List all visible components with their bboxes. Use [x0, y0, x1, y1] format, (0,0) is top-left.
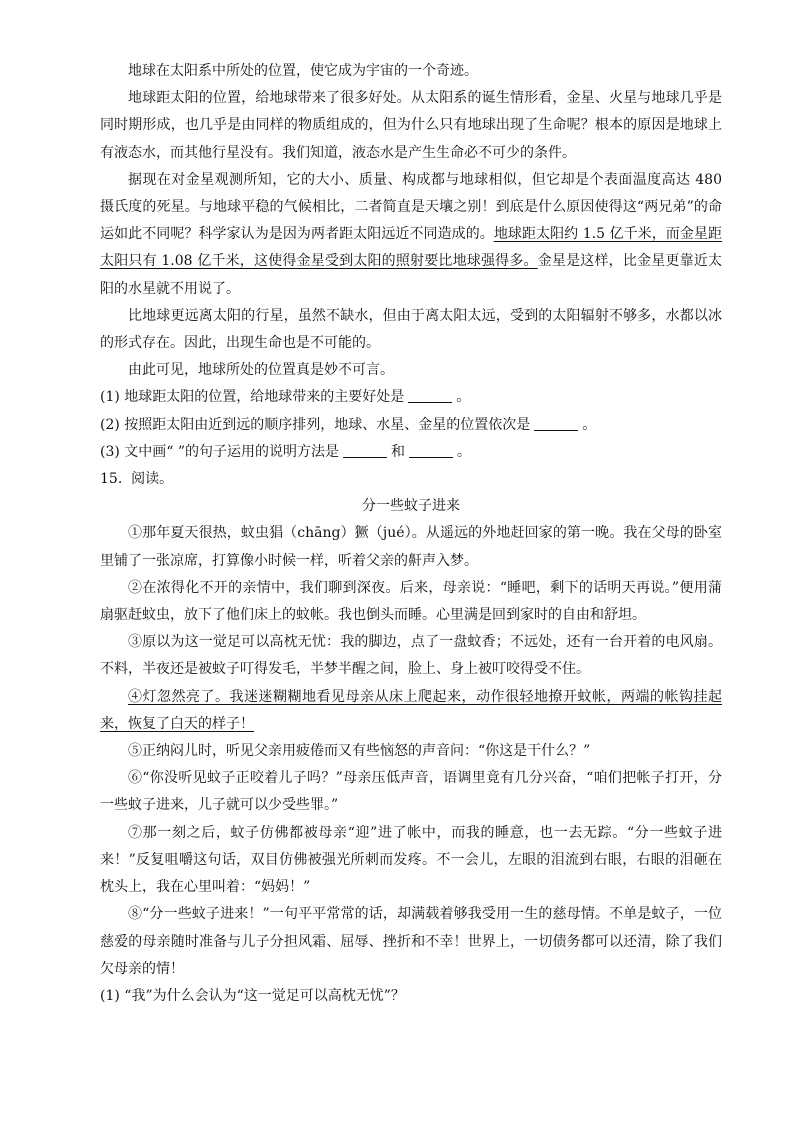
answer-blank[interactable] — [408, 388, 452, 403]
question-1-period: 。 — [456, 389, 471, 406]
passage-paragraph-3 — [100, 167, 722, 303]
article-title: 分一些蚊子进来 — [362, 498, 460, 515]
article-paragraph-7: ⑦那一刻之后，蚊子仿佛都被母亲“迎”进了帐中，而我的睡意，也一去无踪。“分一些蚊子进来！”反复咀嚼这句话，双目仿佛被强光所刺而发疼。不一会儿，左眼的泪流到右眼，右眼的泪砸在枕头上，我在心里叫着：“妈妈！” — [100, 824, 722, 896]
answer-blank[interactable] — [343, 443, 387, 458]
article-paragraph-3: ③原以为这一觉足可以高枕无忧：我的脚边，点了一盘蚊香；不远处，还有一台开着的电风扇。不料，半夜还是被蚊子叮得发毛，半梦半醒之间，脸上、身上被叮咬得受不住。 — [100, 634, 722, 678]
question-number: 15. — [100, 471, 123, 488]
article-paragraph-1: ①那年夏天很热，蚊虫猖（chāng）獗（jué）。从遥远的外地赶回家的第一晚。我在父母的卧室里铺了一张凉席，打算像小时候一样，听着父亲的鼾声入梦。 — [100, 525, 722, 569]
question-3-text: (3) 文中画“ ”的句子运用的说明方法是 — [100, 443, 340, 460]
question-instruction: 阅读。 — [131, 471, 174, 488]
question-1 — [100, 384, 722, 411]
question-3 — [100, 439, 722, 466]
question-3-and: 和 — [391, 443, 406, 460]
question-1-text: (1) 地球距太阳的位置，给地球带来的主要好处是 — [100, 389, 405, 406]
document-page — [100, 58, 722, 1010]
passage-paragraph-2: 地球距太阳的位置，给地球带来了很多好处。从太阳系的诞生情形看，金星、火星与地球几乎是同时期形成，也几乎是由同样的物质组成的，但为什么只有地球出现了生命呢？根本的原因是地球上有液态水，而其他行星没有。我们知道，液态水是产生生命必不可少的条件。 — [100, 90, 722, 161]
question-2-period: 。 — [582, 416, 597, 433]
question-15-1: (1) “我”为什么会认为“这一觉足可以高枕无忧”？ — [100, 987, 405, 1004]
passage-paragraph-3-text-b: 金星是这样，比金星更靠近太阳的水星就不用说了。 — [100, 253, 722, 297]
passage-paragraph-4: 比地球更远离太阳的行星，虽然不缺水，但由于离太阳太远，受到的太阳辐射不够多，水都以冰的形式存在。因此，出现生命也是不可能的。 — [100, 307, 722, 352]
article-paragraph-2: ②在浓得化不开的亲情中，我们聊到深夜。后来，母亲说：“睡吧，剩下的话明天再说。”便用蒲扇驱赶蚊虫，放下了他们床上的蚊帐。我也倒头而睡。心里满是回到家时的自由和舒坦。 — [100, 579, 722, 624]
question-3-period: 。 — [457, 443, 472, 460]
passage-paragraph-5: 由此可见，地球所处的位置真是妙不可言。 — [128, 362, 394, 379]
article-paragraph-6: ⑥“你没听见蚊子正咬着儿子吗？”母亲压低声音，语调里竟有几分兴奋，“咱们把帐子打开，分一些蚊子进来，儿子就可以少受些罪。” — [100, 770, 722, 814]
answer-blank[interactable] — [534, 416, 578, 431]
underlined-sentence: 地球距太阳约 1.5 亿千米，而金星距太阳只有 1.08 亿千米，这使得金星受到太阳的照射要比地球强得多。 — [100, 226, 722, 270]
passage-paragraph-1: 地球在太阳系中所处的位置，使它成为宇宙的一个奇迹。 — [128, 63, 478, 79]
article-paragraph-4-underlined: ④灯忽然亮了。我迷迷糊糊地看见母亲从床上爬起来，动作很轻地撩开蚊帐，两端的帐钩挂起来，恢复了白天的样子！ — [100, 688, 722, 732]
article-paragraph-8: ⑧“分一些蚊子进来！”一句平平常常的话，却满载着够我受用一生的慈母情。不单是蚊子，一位慈爱的母亲随时准备与儿子分担风霜、屈辱、挫折和不幸！世界上，一切债务都可以还清，除了我们欠母亲的情！ — [100, 906, 722, 977]
passage-paragraph-3-text-a: 据现在对金星观测所知，它的大小、质量、构成都与地球相似，但它却是个表面温度高达 480 摄氏度的死星。与地球平稳的气候相比，二者简直是天壤之别！到底是什么原因使得这“两兄弟”的命运如此不同呢？科学家认为是因为两者距太阳远近不同造成的。 — [100, 171, 722, 243]
question-2 — [100, 412, 722, 439]
question-2-text: (2) 按照距太阳由近到远的顺序排列，地球、水星、金星的位置依次是 — [100, 416, 531, 433]
article-paragraph-5: ⑤正纳闷儿时，听见父亲用疲倦而又有些恼怒的声音问：“你这是干什么？” — [128, 743, 591, 760]
answer-blank[interactable] — [409, 443, 453, 458]
question-15-header — [100, 466, 722, 493]
